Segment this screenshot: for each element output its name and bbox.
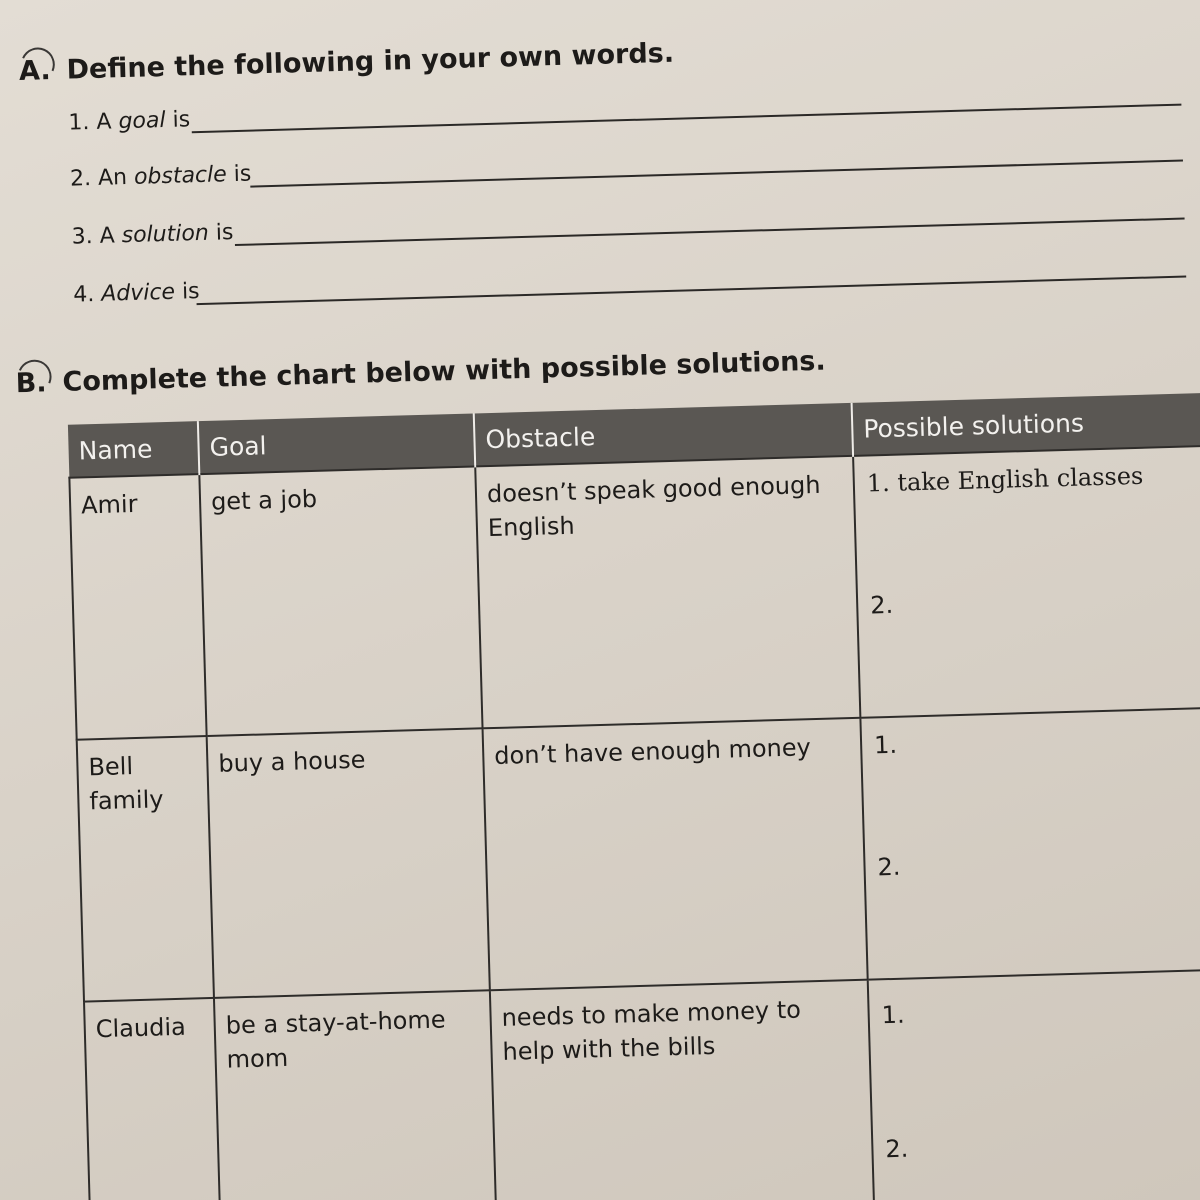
- cell-obstacle: don’t have enough money: [483, 718, 868, 990]
- item-term: Advice: [100, 279, 176, 307]
- header-goal: Goal: [198, 413, 475, 474]
- cell-goal: be a stay-at-home mom: [214, 990, 498, 1200]
- section-a-heading: [19, 38, 675, 87]
- answer-line-solution[interactable]: [235, 218, 1185, 247]
- solutions-chart: [67, 392, 1200, 1200]
- section-a-letter: A.: [18, 55, 52, 88]
- definition-item-solution: [71, 220, 233, 250]
- cell-goal: buy a house: [207, 728, 490, 998]
- cell-goal: get a job: [199, 466, 482, 736]
- item-suffix: is: [181, 279, 200, 305]
- definition-item-goal: [68, 107, 190, 135]
- cell-name: Claudia: [84, 998, 222, 1200]
- item-term: obstacle: [133, 162, 228, 190]
- section-a-title: Define the following in your own words.: [66, 37, 675, 86]
- table-row: [77, 707, 1200, 1002]
- table-row: [84, 969, 1200, 1200]
- cell-possible-solutions[interactable]: [868, 969, 1200, 1200]
- solution-2[interactable]: 2.: [877, 852, 901, 882]
- solution-1[interactable]: 1.: [881, 1000, 905, 1030]
- answer-line-advice[interactable]: [197, 276, 1187, 306]
- cell-name: Amir: [69, 474, 206, 740]
- item-term: solution: [121, 220, 210, 249]
- solution-1[interactable]: 1.: [873, 730, 898, 760]
- item-number: 2.: [69, 166, 92, 192]
- header-possible-solutions: Possible solutions: [852, 392, 1200, 456]
- solution-2[interactable]: 2.: [869, 590, 894, 620]
- item-prefix: A: [96, 109, 112, 135]
- solution-2[interactable]: 2.: [885, 1134, 909, 1164]
- answer-line-obstacle[interactable]: [250, 160, 1183, 188]
- section-b-letter: B.: [15, 367, 47, 400]
- answer-line-goal[interactable]: [192, 104, 1182, 134]
- definition-item-advice: [73, 279, 200, 308]
- header-obstacle: Obstacle: [474, 403, 853, 467]
- definition-item-obstacle: [70, 162, 252, 192]
- item-number: 3.: [71, 224, 94, 250]
- cell-obstacle: doesn’t speak good enough English: [475, 456, 860, 728]
- item-prefix: A: [99, 223, 116, 249]
- item-number: 1.: [68, 110, 90, 136]
- cell-possible-solutions[interactable]: [860, 707, 1200, 980]
- header-name: Name: [68, 421, 199, 478]
- solution-1[interactable]: 1. take English classes: [866, 461, 1144, 498]
- cell-obstacle: needs to make money to help with the bills: [490, 980, 876, 1200]
- item-term: goal: [118, 107, 166, 135]
- section-b-title: Complete the chart below with possible solutions.: [62, 345, 827, 398]
- item-suffix: is: [172, 107, 191, 133]
- item-number: 4.: [72, 282, 95, 308]
- cell-possible-solutions[interactable]: [853, 445, 1200, 718]
- section-b-heading: [15, 346, 826, 400]
- table-row: [69, 445, 1200, 740]
- item-prefix: An: [97, 165, 128, 191]
- item-suffix: is: [233, 161, 252, 188]
- cell-name: Bell family: [77, 736, 214, 1002]
- item-suffix: is: [215, 220, 234, 246]
